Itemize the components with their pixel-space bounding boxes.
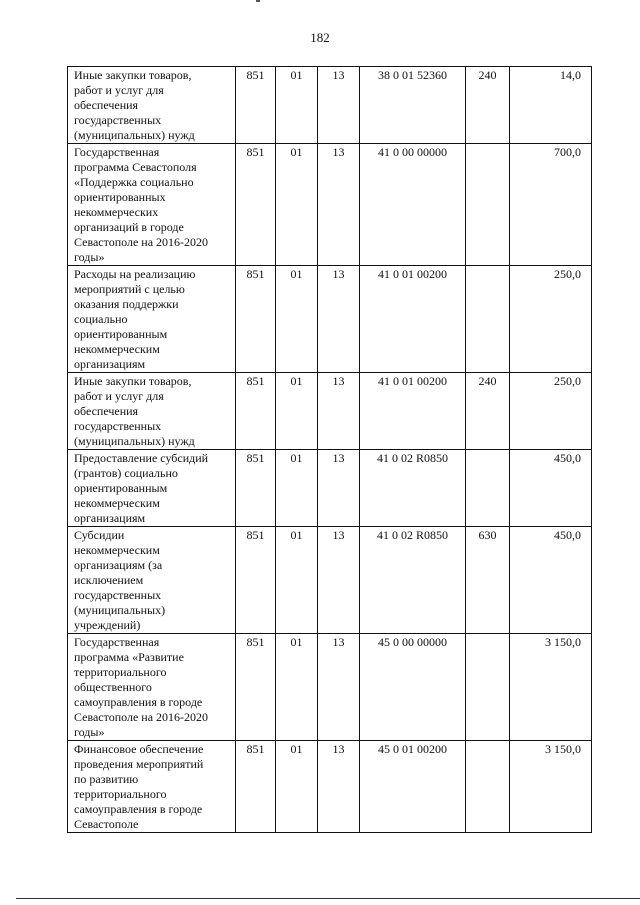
cell-pr: 13	[318, 373, 360, 450]
row-name: Предоставление субсидий (грантов) социально ориентированным некоммерческим организациям	[68, 450, 236, 527]
cell-csr: 38 0 01 52360	[360, 67, 466, 144]
cell-pr: 13	[318, 527, 360, 634]
cell-rz: 01	[276, 450, 318, 527]
cell-sum: 14,0	[510, 67, 592, 144]
table-row	[68, 634, 592, 741]
cell-sum: 3 150,0	[510, 634, 592, 741]
page-number: 182	[310, 30, 330, 45]
cell-pr: 13	[318, 144, 360, 266]
cell-ved: 851	[236, 527, 276, 634]
cell-vr: 240	[466, 373, 510, 450]
cell-pr: 13	[318, 266, 360, 373]
cell-csr: 45 0 01 00200	[360, 741, 466, 833]
scan-edge-line	[16, 898, 640, 899]
cell-csr: 41 0 02 R0850	[360, 450, 466, 527]
cell-pr: 13	[318, 634, 360, 741]
cell-pr: 13	[318, 741, 360, 833]
cell-pr: 13	[318, 67, 360, 144]
cell-pr: 13	[318, 450, 360, 527]
cell-ved: 851	[236, 741, 276, 833]
row-name: Субсидии некоммерческим организациям (за исключением государственных (муниципальных) учреждений)	[68, 527, 236, 634]
cell-rz: 01	[276, 144, 318, 266]
cell-sum: 450,0	[510, 450, 592, 527]
row-name: Иные закупки товаров, работ и услуг для обеспечения государственных (муниципальных) нужд	[68, 67, 236, 144]
cell-vr	[466, 144, 510, 266]
cell-rz: 01	[276, 527, 318, 634]
cell-rz: 01	[276, 741, 318, 833]
scan-artifact	[256, 0, 260, 2]
cell-ved: 851	[236, 144, 276, 266]
cell-vr	[466, 450, 510, 527]
row-name: Расходы на реализацию мероприятий с целью оказания поддержки социально ориентированным некоммерческим организациям	[68, 266, 236, 373]
cell-csr: 41 0 01 00200	[360, 373, 466, 450]
budget-table	[67, 66, 592, 833]
row-name: Иные закупки товаров, работ и услуг для обеспечения государственных (муниципальных) нужд	[68, 373, 236, 450]
cell-ved: 851	[236, 373, 276, 450]
cell-sum: 450,0	[510, 527, 592, 634]
cell-rz: 01	[276, 634, 318, 741]
cell-rz: 01	[276, 373, 318, 450]
row-name: Государственная программа Севастополя «Поддержка социально ориентированных некоммерческих организаций в городе Севастополе на 2016-2020 годы»	[68, 144, 236, 266]
cell-vr: 240	[466, 67, 510, 144]
table-row	[68, 373, 592, 450]
cell-vr	[466, 741, 510, 833]
cell-ved: 851	[236, 67, 276, 144]
cell-csr: 45 0 00 00000	[360, 634, 466, 741]
table-row	[68, 266, 592, 373]
cell-sum: 250,0	[510, 266, 592, 373]
table-row	[68, 527, 592, 634]
cell-rz: 01	[276, 67, 318, 144]
cell-sum: 700,0	[510, 144, 592, 266]
row-name: Финансовое обеспечение проведения мероприятий по развитию территориального самоуправления в городе Севастополе	[68, 741, 236, 833]
cell-sum: 3 150,0	[510, 741, 592, 833]
cell-vr	[466, 634, 510, 741]
cell-ved: 851	[236, 634, 276, 741]
cell-ved: 851	[236, 450, 276, 527]
table-row	[68, 741, 592, 833]
cell-csr: 41 0 02 R0850	[360, 527, 466, 634]
table-row	[68, 450, 592, 527]
cell-csr: 41 0 01 00200	[360, 266, 466, 373]
cell-sum: 250,0	[510, 373, 592, 450]
cell-vr	[466, 266, 510, 373]
table-row	[68, 144, 592, 266]
cell-csr: 41 0 00 00000	[360, 144, 466, 266]
cell-ved: 851	[236, 266, 276, 373]
cell-rz: 01	[276, 266, 318, 373]
cell-vr: 630	[466, 527, 510, 634]
row-name: Государственная программа «Развитие территориального общественного самоуправления в городе Севастополе на 2016-2020 годы»	[68, 634, 236, 741]
table-row	[68, 67, 592, 144]
